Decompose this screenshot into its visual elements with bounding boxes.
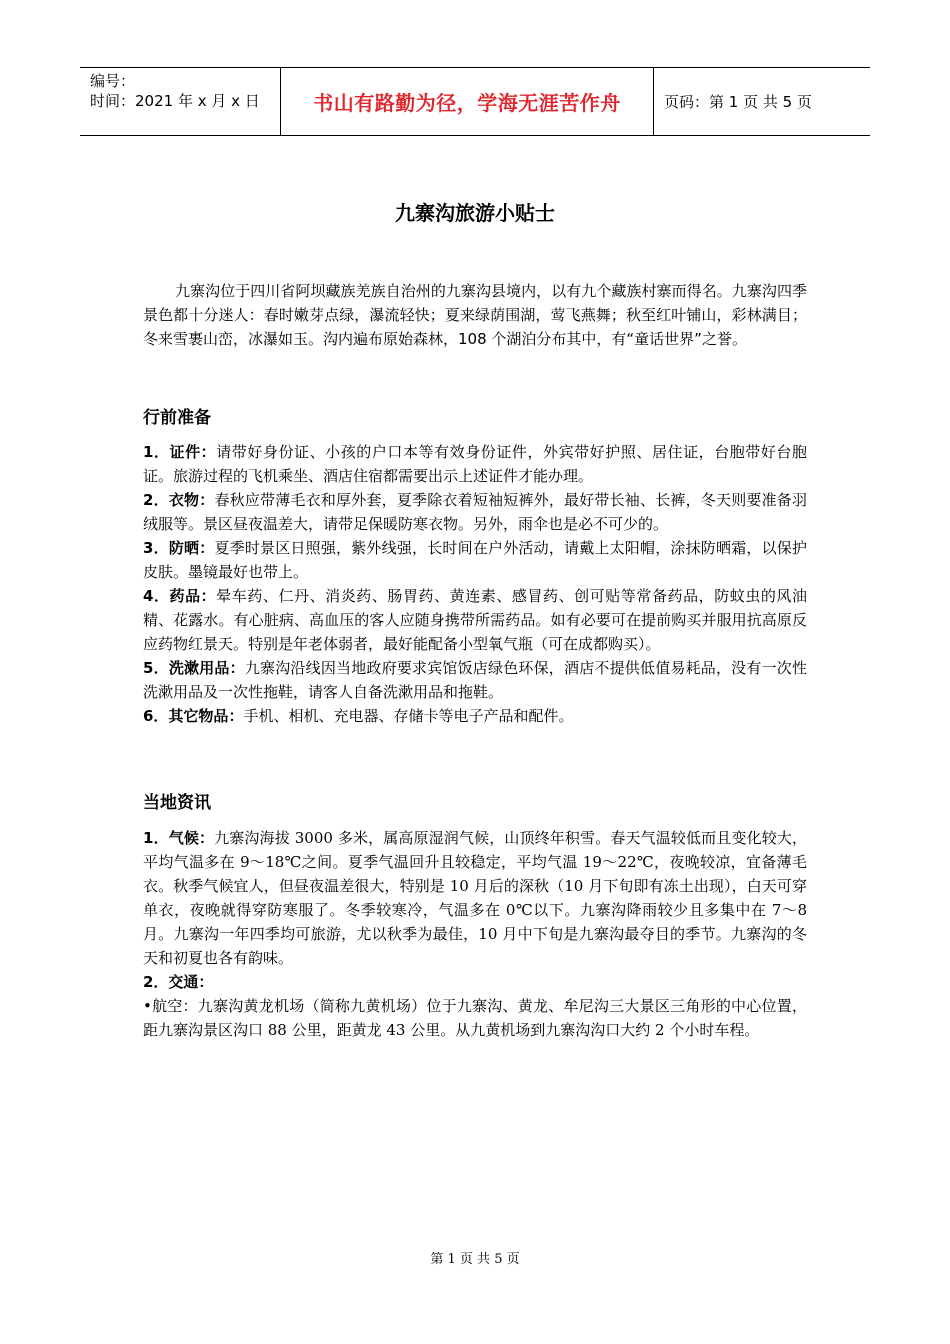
date-label: 时间：2021 年 x 月 x 日 [90,92,260,110]
intro-paragraph: 九寨沟位于四川省阿坝藏族羌族自治州的九寨沟县境内，以有九个藏族村寨而得名。九寨沟四季景色都十分迷人：春时嫩芽点绿，瀑流轻快；夏来绿荫围湖，莺飞燕舞；秋至红叶铺山，彩林满目；冬来雪裹山峦，冰瀑如玉。沟内遍布原始森林，108 个湖泊分布其中，有“童话世界”之誉。 [143,282,807,348]
section-heading-local-info: 当地资讯 [143,793,211,813]
preparation-list [143,440,807,728]
list-item: 1．气候：九寨沟海拔 3000 多米，属高原湿润气候，山顶终年积雪。春天气温较低而且变化较大，平均气温多在 9～18℃之间。夏季气温回升且较稳定，平均气温 19～22℃，夜晚较凉，宜备薄毛衣。秋季气候宜人，但昼夜温差很大，特别是 10 月后的深秋（10 月下旬即有冻土出现），白天可穿单衣，夜晚就得穿防寒服了。冬季较寒冷，气温多在 0℃以下。九寨沟降雨较少且多集中在 7～8 月。九寨沟一年四季均可旅游，尤以秋季为最佳，10 月中下旬是九寨沟最夺目的季节。九寨沟的冬天和初夏也各有韵味。 [143,829,808,967]
list-item: 1．证件：请带好身份证、小孩的户口本等有效身份证件，外宾带好护照、居住证，台胞带好台胞证。旅游过程的飞机乘坐、酒店住宿都需要出示上述证件才能办理。 [143,443,807,485]
list-item: 4．药品：晕车药、仁丹、消炎药、肠胃药、黄连素、感冒药、创可贴等常备药品，防蚊虫的风油精、花露水。有心脏病、高血压的客人应随身携带所需药品。如有必要可在提前购买并服用抗高原反应药物红景天。特别是年老体弱者，最好能配备小型氧气瓶（可在成都购买）。 [143,587,807,653]
header-meta [80,68,280,135]
header-page-info: 页码：第 1 页 共 5 页 [664,93,812,111]
list-item: 2．交通： [143,973,214,991]
header-table [80,67,870,136]
header-motto: 书山有路勤为径，学海无涯苦作舟 [280,68,654,135]
page-footer: 第 1 页 共 5 页 [430,1252,520,1267]
document-title: 九寨沟旅游小贴士 [395,201,555,225]
list-item: 6．其它物品：手机、相机、充电器、存储卡等电子产品和配件。 [143,707,574,725]
section-heading-preparation: 行前准备 [143,408,211,428]
local-info-list [143,826,807,1042]
list-item: 5．洗漱用品：九寨沟沿线因当地政府要求宾馆饭店绿色环保，酒店不提供低值易耗品，没有一次性洗漱用品及一次性拖鞋，请客人自备洗漱用品和拖鞋。 [143,659,807,701]
number-label: 编号： [90,72,136,90]
list-item: •航空：九寨沟黄龙机场（简称九黄机场）位于九寨沟、黄龙、牟尼沟三大景区三角形的中心位置，距九寨沟景区沟口 88 公里，距黄龙 43 公里。从九黄机场到九寨沟沟口大约 2 个小时车程。 [143,997,807,1039]
intro-paragraph-block [143,279,807,351]
list-item: 2．衣物：春秋应带薄毛衣和厚外套，夏季除衣着短袖短裤外，最好带长袖、长裤，冬天则要准备羽绒服等。景区昼夜温差大，请带足保暖防寒衣物。另外，雨伞也是必不可少的。 [143,491,807,533]
list-item: 3．防晒：夏季时景区日照强，紫外线强，长时间在户外活动，请戴上太阳帽，涂抹防晒霜，以保护皮肤。墨镜最好也带上。 [143,539,807,581]
